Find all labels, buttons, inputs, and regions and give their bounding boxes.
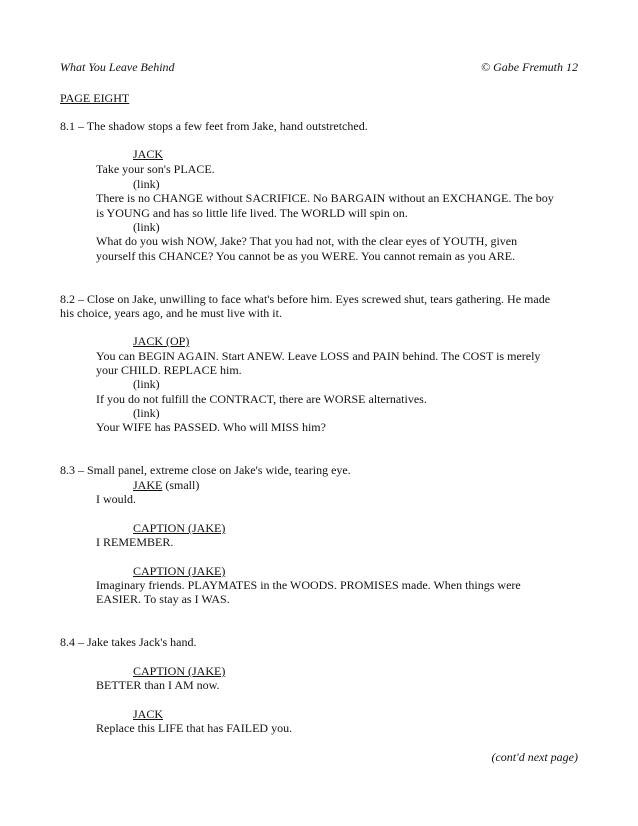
continued-note: (cont'd next page) <box>491 750 578 764</box>
panel-description: 8.2 – Close on Jake, unwilling to face what's before him. Eyes screwed shut, tears gathering. He made <box>60 292 551 306</box>
speaker-name: JACK (OP) <box>133 334 190 348</box>
dialogue-line: yourself this CHANCE? You cannot be as you WERE. You cannot remain as you ARE. <box>96 249 516 263</box>
panel-description: 8.1 – The shadow stops a few feet from Jake, hand outstretched. <box>60 119 368 133</box>
dialogue-line: What do you wish NOW, Jake? That you had not, with the clear eyes of YOUTH, given <box>96 234 518 248</box>
dialogue-line: BETTER than I AM now. <box>96 678 220 692</box>
dialogue-line: You can BEGIN AGAIN. Start ANEW. Leave LOSS and PAIN behind. The COST is merely <box>96 349 541 363</box>
speaker-name: CAPTION (JAKE) <box>133 664 226 678</box>
speaker-name: CAPTION (JAKE) <box>133 521 226 535</box>
speaker-extension: (small) <box>162 478 200 492</box>
panel-description: 8.3 – Small panel, extreme close on Jake's wide, tearing eye. <box>60 463 351 477</box>
speaker-name: CAPTION (JAKE) <box>133 564 226 578</box>
dialogue-line: If you do not fulfill the CONTRACT, there are WORSE alternatives. <box>96 392 427 406</box>
dialogue-line: Replace this LIFE that has FAILED you. <box>96 721 293 735</box>
dialogue-line: your CHILD. REPLACE him. <box>96 363 242 377</box>
copyright-notice: © Gabe Fremuth 12 <box>481 60 578 74</box>
speaker-name: JACK <box>133 147 164 161</box>
parenthetical: (link) <box>133 406 160 420</box>
parenthetical: (link) <box>133 377 160 391</box>
dialogue-line: There is no CHANGE without SACRIFICE. No BARGAIN without an EXCHANGE. The boy <box>96 191 554 205</box>
speaker-name: JACK <box>133 707 164 721</box>
dialogue-line: EASIER. To stay as I WAS. <box>96 592 230 606</box>
script-title: What You Leave Behind <box>60 60 175 74</box>
dialogue-line: I would. <box>96 492 136 506</box>
parenthetical: (link) <box>133 177 160 191</box>
panel-description: 8.4 – Jake takes Jack's hand. <box>60 635 197 649</box>
dialogue-line: Take your son's PLACE. <box>96 162 215 176</box>
panel-description: his choice, years ago, and he must live with it. <box>60 306 282 320</box>
speaker-line <box>133 478 199 492</box>
parenthetical: (link) <box>133 220 160 234</box>
page-heading: PAGE EIGHT <box>60 91 130 105</box>
dialogue-line: Your WIFE has PASSED. Who will MISS him? <box>96 420 326 434</box>
dialogue-line: I REMEMBER. <box>96 535 174 549</box>
dialogue-line: is YOUNG and has so little life lived. The WORLD will spin on. <box>96 206 408 220</box>
dialogue-line: Imaginary friends. PLAYMATES in the WOODS. PROMISES made. When things were <box>96 578 521 592</box>
speaker-name: JAKE <box>133 478 163 492</box>
